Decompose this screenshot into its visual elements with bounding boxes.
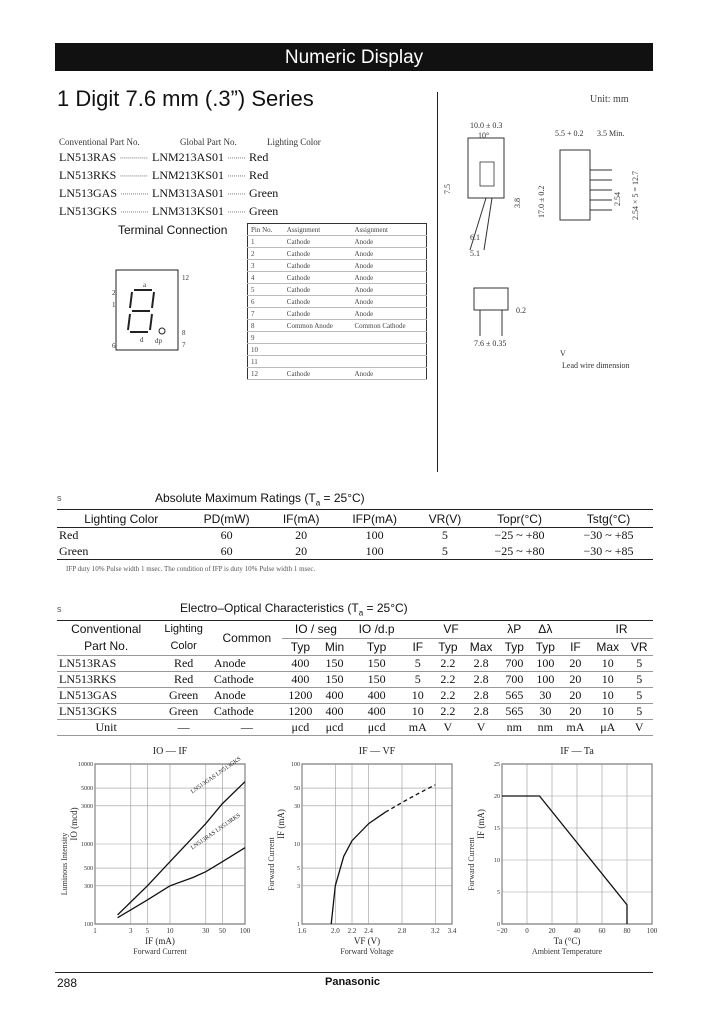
front-outline [468, 138, 504, 198]
cell: μcd [350, 720, 403, 736]
cell: LN513GKS ·············· [59, 203, 148, 218]
cell: — [155, 720, 212, 736]
cell: 400 [350, 688, 403, 704]
col-header: Δλ [530, 621, 561, 639]
dim-label: 5.1 [470, 249, 480, 258]
cell: 5 [625, 704, 653, 720]
col-header: Global Part No. [179, 137, 237, 147]
col-header: λP [499, 621, 530, 639]
cell: Red [248, 149, 269, 164]
cell [284, 344, 352, 356]
cell: mA [561, 720, 590, 736]
x-axis-caption: Forward Voltage [340, 947, 394, 956]
cell: nm [499, 720, 530, 736]
y-axis-label: IF (mA) [476, 809, 486, 839]
table-row [57, 672, 653, 688]
section-marker: s [57, 604, 62, 614]
cell: 20 [268, 544, 335, 560]
cell: 12 [248, 368, 284, 380]
cell: μcd [319, 720, 350, 736]
cell: 2.2 [432, 704, 463, 720]
dim-label: 10.0 ± 0.3 [470, 121, 503, 130]
cell: Common Anode [284, 320, 352, 332]
cell: 100 [530, 656, 561, 672]
pin-label: 12 [182, 274, 189, 282]
cell: LNM313AS01 ········· [151, 185, 245, 200]
x-tick-label: 40 [573, 927, 581, 935]
x-tick-label: 100 [646, 927, 658, 935]
y-tick-label: 100 [291, 762, 300, 768]
col-header: Typ [282, 638, 319, 656]
cell: 8 [248, 320, 284, 332]
cell: V [463, 720, 498, 736]
cell: 100 [530, 672, 561, 688]
segment-label: dp [155, 337, 162, 345]
divider [437, 92, 438, 472]
col-header: Lighting Color [155, 621, 212, 656]
cell: — [212, 720, 282, 736]
x-tick-label: 1.6 [297, 927, 307, 935]
cell: Unit [57, 720, 155, 736]
cell: Cathode [284, 296, 352, 308]
col-header: Typ [530, 638, 561, 656]
bottom-outline [474, 288, 508, 310]
cell: 700 [499, 672, 530, 688]
terminal-table [247, 223, 427, 380]
cell: mA [403, 720, 432, 736]
v-label: V [560, 349, 566, 358]
cell: Cathode [284, 236, 352, 248]
x-tick-label: 0 [525, 927, 529, 935]
col-header: Tstg(°C) [564, 510, 653, 528]
cell: LN513RKS [57, 672, 155, 688]
cell: Green [248, 185, 279, 200]
cell: 20 [561, 656, 590, 672]
cell: LN513RAS [57, 656, 155, 672]
dim-label: 6.1 [470, 233, 480, 242]
lead [470, 198, 486, 250]
cell: 2.2 [432, 672, 463, 688]
cell: Anode [352, 308, 427, 320]
cell: 30 [530, 688, 561, 704]
y-tick-label: 500 [84, 866, 93, 873]
cell: −30 ~ +85 [564, 544, 653, 560]
y-tick-label: 100 [84, 922, 93, 928]
cell: V [625, 720, 653, 736]
x-tick-label: 5 [145, 927, 150, 935]
page-number: 288 [57, 976, 78, 990]
cell: Anode [352, 236, 427, 248]
x-tick-label: 1 [93, 927, 97, 935]
cell: Red [155, 672, 212, 688]
lead [484, 198, 492, 250]
segment-dp [159, 328, 165, 334]
section-banner: Numeric Display [55, 43, 653, 71]
pin-label: 1 [112, 301, 116, 309]
y-tick-label: 3000 [81, 803, 93, 810]
cell: nm [530, 720, 561, 736]
cell: 400 [319, 704, 350, 720]
col-header: Typ [350, 638, 403, 656]
cell: Green [155, 704, 212, 720]
cell: 2.8 [463, 672, 498, 688]
seven-segment-diagram [110, 268, 190, 356]
brand-logo: Panasonic [325, 976, 381, 988]
y-tick-label: 50 [294, 786, 300, 793]
cell: 5 [415, 544, 475, 560]
abs-max-title: Absolute Maximum Ratings $(T_a = 25^\circ C)$ [155, 491, 365, 508]
y-tick-label: 3 [297, 883, 300, 890]
segment-label: a [143, 281, 147, 289]
cell: 5 [403, 672, 432, 688]
dim-label: 10° [478, 131, 490, 140]
dim-label: 0.2 [516, 306, 526, 315]
cell: 2.8 [463, 704, 498, 720]
x-tick-label: 2.8 [397, 927, 407, 935]
segment-f [130, 292, 132, 308]
cell: 565 [499, 688, 530, 704]
cell: V [432, 720, 463, 736]
y-tick-label: 15 [494, 826, 500, 832]
cell: −25 ~ +80 [475, 544, 564, 560]
y-tick-label: 10 [494, 858, 500, 864]
cell: LN513GKS [57, 704, 155, 720]
cell: 20 [561, 688, 590, 704]
segment-c [150, 314, 152, 330]
y-tick-label: 25 [494, 762, 500, 768]
unit-label: Unit: mm [590, 94, 629, 105]
cell: 3 [248, 260, 284, 272]
x-tick-label: 2.2 [347, 927, 357, 935]
cell: 150 [350, 672, 403, 688]
cell: LN513RAS ·············· [59, 149, 148, 164]
cell: −25 ~ +80 [494, 528, 545, 543]
cell: Anode [352, 368, 427, 380]
units-row [57, 720, 653, 736]
col-header: Assignment [284, 224, 352, 236]
side-outline [560, 150, 590, 220]
segment-label: d [140, 336, 144, 344]
y-tick-label: 1 [297, 922, 300, 928]
col-header [561, 621, 590, 639]
cell: 5 [625, 672, 653, 688]
series-line [118, 848, 245, 918]
x-tick-label: 3.4 [447, 927, 457, 935]
cell: 20 [295, 528, 308, 543]
dim-label: 3.5 Min. [597, 129, 625, 138]
cell: 2 [248, 248, 284, 260]
cell: 100 [365, 528, 384, 543]
cell: 5 [625, 688, 653, 704]
y-tick-label: 5 [297, 866, 300, 873]
pin-label: 6 [112, 342, 116, 350]
y-tick-label: 300 [84, 883, 93, 890]
cell: 565 [499, 704, 530, 720]
y-axis-label: IF (mA) [276, 809, 286, 839]
chart-if-ta [462, 742, 662, 962]
x-tick-label: 100 [239, 927, 251, 935]
cell: Anode [352, 284, 427, 296]
cell: 5 [403, 656, 432, 672]
page-title: 1 Digit 7.6 mm (.3”) Series [57, 86, 314, 111]
segments [128, 290, 154, 332]
cell: 4 [248, 272, 284, 284]
chart-if-vf [262, 742, 462, 962]
x-tick-label: 50 [218, 927, 226, 935]
series-line [118, 782, 245, 915]
cell: Anode [352, 272, 427, 284]
cell: Anode [212, 688, 282, 704]
cell: 10 [590, 688, 625, 704]
lead-note: Lead wire dimension [562, 361, 630, 370]
cell: LNM313KS01 ········· [151, 203, 245, 218]
segment-e [128, 314, 130, 330]
cell: 9 [248, 332, 284, 344]
col-header: VF [403, 621, 499, 639]
dim-label: 3.8 [513, 198, 522, 208]
chart-title: IO — IF [152, 746, 188, 757]
cell: Cathode [212, 672, 282, 688]
x-tick-label: −20 [496, 927, 508, 935]
cell: 2.8 [463, 656, 498, 672]
cell: −30 ~ +85 [583, 528, 634, 543]
x-tick-label: 30 [202, 927, 210, 935]
col-header: IR [590, 621, 653, 639]
col-header: Common [212, 621, 282, 656]
x-tick-label: 80 [623, 927, 631, 935]
cell: 10 [590, 672, 625, 688]
col-header: Lighting Color [266, 137, 321, 147]
cell: 10 [403, 688, 432, 704]
cell: 400 [350, 704, 403, 720]
cell: Cathode [284, 260, 352, 272]
cell: 11 [248, 356, 284, 368]
cell: 2.2 [432, 688, 463, 704]
cell: LN513RKS ·············· [59, 167, 148, 182]
col-header: IO /d.p [350, 621, 403, 639]
y-axis-label: IO (mcd) [69, 807, 79, 841]
col-header: Pin No. [248, 224, 284, 236]
table-row [57, 656, 653, 672]
cell: 5 [625, 656, 653, 672]
y-tick-label: 5000 [81, 786, 93, 793]
col-header: IF [561, 638, 590, 656]
eo-table [57, 620, 653, 736]
cell: Red [155, 656, 212, 672]
table-row [57, 688, 653, 704]
pin-label: 2 [112, 289, 116, 297]
cell [284, 356, 352, 368]
cell: Common Cathode [352, 320, 427, 332]
cell: 10 [248, 344, 284, 356]
cell: LNM213AS01 ········· [151, 149, 245, 164]
col-header: PD(mW) [185, 510, 267, 528]
cell: 30 [530, 704, 561, 720]
cell: 700 [499, 656, 530, 672]
cell: Green [248, 203, 279, 218]
y-tick-label: 0 [497, 922, 500, 928]
cell: 20 [561, 672, 590, 688]
cell: Anode [212, 656, 282, 672]
y-tick-label: 5 [497, 890, 500, 896]
col-header: IF [403, 638, 432, 656]
x-axis-label: VF (V) [353, 936, 381, 946]
cell: 1200 [282, 688, 319, 704]
col-header: Typ [499, 638, 530, 656]
terminal-connection-title: Terminal Connection [118, 223, 228, 237]
cell: LNM213KS01 ········· [151, 167, 245, 182]
col-header: Conventional Part No. [57, 621, 155, 656]
cell: 150 [319, 656, 350, 672]
col-header: Topr(°C) [475, 510, 564, 528]
x-axis-caption: Ambient Temperature [531, 947, 603, 956]
x-tick-label: 20 [548, 927, 556, 935]
front-digit [480, 162, 494, 186]
y-tick-label: 1000 [81, 842, 93, 848]
cell [352, 332, 427, 344]
pin-label: 8 [182, 329, 186, 337]
cell: 20 [561, 704, 590, 720]
cell: 400 [282, 656, 319, 672]
table-row [57, 704, 653, 720]
cell: 10 [590, 656, 625, 672]
y-tick-label: 10 [294, 842, 300, 848]
cell: Cathode [284, 248, 352, 260]
x-axis-label: IF (mA) [145, 936, 175, 946]
cell: 1 [248, 236, 284, 248]
cell: 5 [248, 284, 284, 296]
eo-title: Electro–Optical Characteristics $(T_a = 25^\circ C)$ [180, 601, 408, 618]
cell: μA [590, 720, 625, 736]
dim-label: 7.5 [443, 184, 452, 194]
footnote: IFP duty 10% Pulse width 1 msec. The condition of IFP is duty 10% Pulse width 1 msec. [66, 565, 316, 573]
footer-rule [55, 972, 653, 973]
cell [352, 356, 427, 368]
x-tick-label: 2.0 [330, 927, 340, 935]
col-header: Max [590, 638, 625, 656]
cell: 1200 [282, 704, 319, 720]
dim-label: 7.6 ± 0.35 [474, 339, 507, 348]
cell: 60 [220, 528, 233, 543]
cell: LN513GAS [57, 688, 155, 704]
cell: μcd [282, 720, 319, 736]
cell: Red [59, 528, 79, 543]
cell: 400 [282, 672, 319, 688]
col-header: Assignment [352, 224, 427, 236]
cell: 6 [248, 296, 284, 308]
cell: Cathode [284, 368, 352, 380]
y-axis-caption: Forward Current [267, 837, 276, 891]
cell: LN513GAS ·············· [59, 185, 148, 200]
cell: Red [248, 167, 269, 182]
x-tick-label: 3.2 [430, 927, 440, 935]
section-marker: s [57, 493, 62, 503]
x-tick-label: 60 [598, 927, 606, 935]
col-header: Min [319, 638, 350, 656]
cell: Anode [352, 260, 427, 272]
cell [284, 332, 352, 344]
cell: 100 [335, 544, 415, 560]
cell: 2.8 [463, 688, 498, 704]
chart-title: IF — VF [358, 746, 396, 757]
x-axis-caption: Forward Current [133, 947, 187, 956]
cell: Cathode [284, 308, 352, 320]
cell: 7 [248, 308, 284, 320]
col-header: Lighting Color [57, 510, 185, 528]
cell: Green [57, 544, 185, 560]
y-axis-caption: Luminous Intensity [60, 832, 69, 896]
col-header: Max [463, 638, 498, 656]
col-header: VR [625, 638, 653, 656]
dim-label: 2.54 × 5 = 12.7 [631, 170, 640, 220]
dim-label: 17.0 ± 0.2 [537, 185, 546, 218]
cell: Cathode [284, 272, 352, 284]
cell: Cathode [212, 704, 282, 720]
series-label: LN513GAS LN513GKS [190, 756, 243, 796]
col-header: VR(V) [415, 510, 475, 528]
series-label: LN513RAS LN513RKS [190, 812, 242, 852]
dim-label: 2.54 [613, 192, 622, 206]
segment-b [152, 292, 154, 308]
col-header: Conventional Part No. [59, 137, 140, 147]
x-tick-label: 3 [129, 927, 133, 935]
series-line-extrapolated [385, 785, 435, 812]
pin-label: 7 [182, 341, 186, 349]
cell: 10 [403, 704, 432, 720]
cell: Cathode [284, 284, 352, 296]
cell: 10 [590, 704, 625, 720]
y-axis-caption: Forward Current [467, 837, 476, 891]
chart-title: IF — Ta [560, 746, 594, 757]
x-axis-label: Ta (°C) [553, 936, 581, 946]
col-header: IF(mA) [268, 510, 335, 528]
cell: 400 [319, 688, 350, 704]
col-header: IO / seg [282, 621, 350, 639]
y-tick-label: 20 [494, 794, 500, 800]
cell: 150 [319, 672, 350, 688]
col-header: Typ [432, 638, 463, 656]
x-tick-label: 10 [166, 927, 174, 935]
cell [352, 344, 427, 356]
cell: 2.2 [432, 656, 463, 672]
cell: Anode [352, 296, 427, 308]
dimension-drawing [440, 110, 652, 380]
cell: Anode [352, 248, 427, 260]
cell: 150 [350, 656, 403, 672]
cell: 60 [185, 544, 267, 560]
col-header: IFP(mA) [335, 510, 415, 528]
cell: 5 [441, 528, 448, 543]
abs-max-table [57, 509, 653, 560]
chart-io-if [55, 742, 260, 962]
dim-label: 5.5 + 0.2 [555, 129, 584, 138]
y-tick-label: 10000 [78, 762, 93, 768]
y-tick-label: 30 [294, 803, 300, 810]
part-number-table [57, 136, 323, 220]
x-tick-label: 2.4 [364, 927, 374, 935]
cell: Green [155, 688, 212, 704]
